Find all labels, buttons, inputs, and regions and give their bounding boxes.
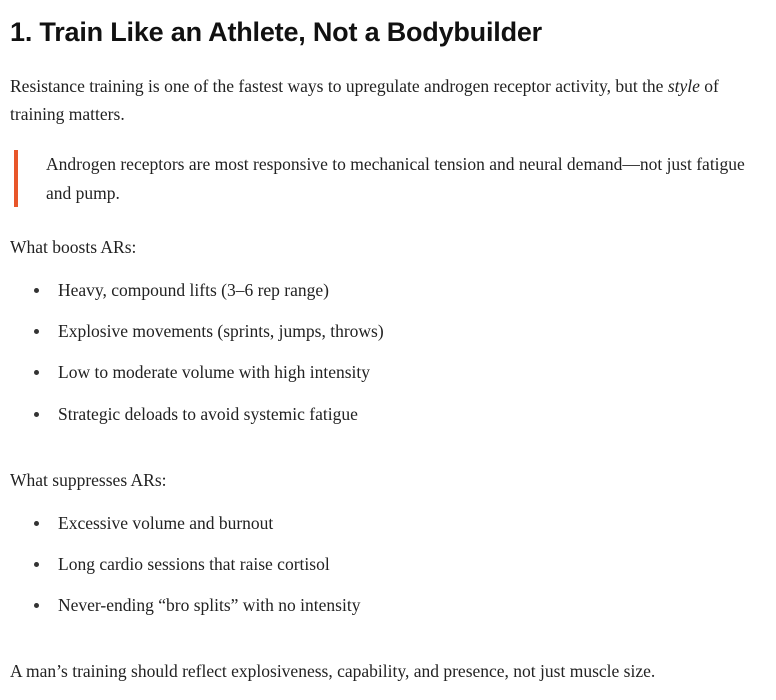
intro-text-part2: of training matters. <box>10 75 719 125</box>
pullquote <box>14 150 758 207</box>
list-spacer <box>10 454 758 466</box>
list-item: Never-ending “bro splits” with no intensity <box>10 592 758 619</box>
suppresses-list <box>10 510 758 619</box>
list-item: Explosive movements (sprints, jumps, throws) <box>10 318 758 345</box>
intro-text-part1: Resistance training is one of the fastest ways to upregulate androgen receptor activity, but the <box>10 75 668 96</box>
suppresses-label: What suppresses ARs: <box>10 469 167 490</box>
boosts-label: What boosts ARs: <box>10 237 137 258</box>
closing-paragraph: A man’s training should reflect explosiveness, capability, and presence, not just muscle size. <box>10 661 656 681</box>
pullquote-text: Androgen receptors are most responsive to mechanical tension and neural demand—not just fatigue and pump. <box>46 154 745 203</box>
list-item: Strategic deloads to avoid systemic fatigue <box>10 401 758 428</box>
intro-paragraph <box>10 72 758 129</box>
list-item: Low to moderate volume with high intensity <box>10 359 758 386</box>
page-title: 1. Train Like an Athlete, Not a Bodybuilder <box>10 17 542 47</box>
intro-emphasis: style <box>667 75 700 96</box>
list-item: Heavy, compound lifts (3–6 rep range) <box>10 277 758 304</box>
list-item: Long cardio sessions that raise cortisol <box>10 551 758 578</box>
list-item: Excessive volume and burnout <box>10 510 758 537</box>
boosts-list <box>10 277 758 428</box>
list-spacer-2 <box>10 645 758 657</box>
